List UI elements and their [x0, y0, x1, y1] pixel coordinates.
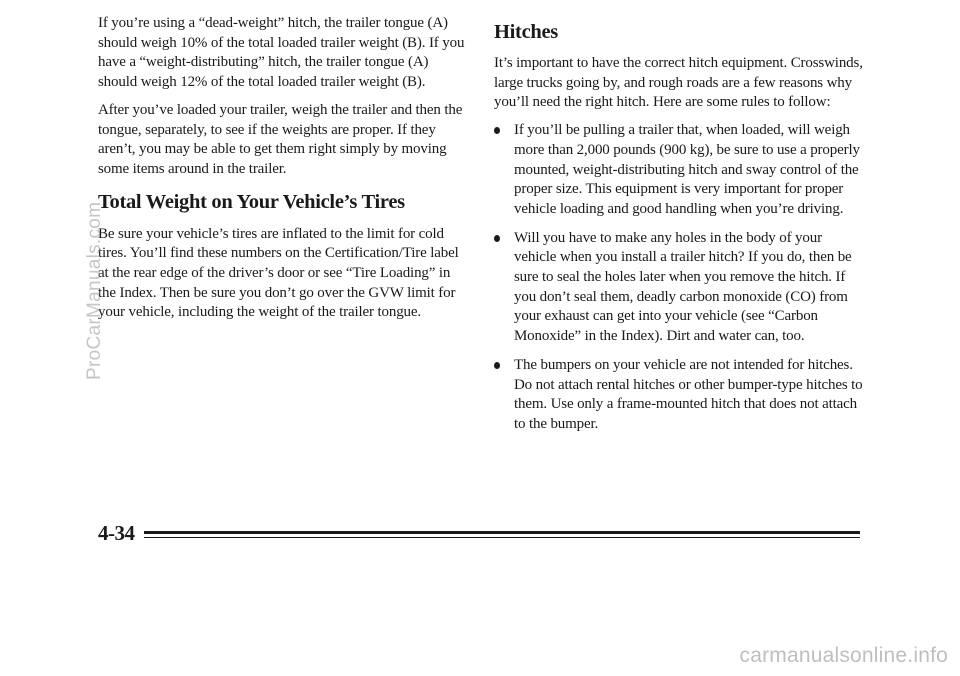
weighing-paragraph: After you’ve loaded your trailer, weigh the trailer and then the tongue, separately, to see if the weights are proper. If they aren’t, you may be able to get them right simply by moving some items around in the trailer. [98, 101, 463, 177]
right-column [494, 14, 866, 444]
hitches-intro-paragraph: It’s important to have the correct hitch equipment. Crosswinds, large trucks going by, and rough roads are a few reasons why you’ll need the right hitch. Here are some rules to follow: [494, 55, 863, 111]
site-watermark: carmanualsonline.info [739, 644, 948, 667]
bullet-icon [494, 362, 500, 369]
bullet-icon [494, 235, 500, 242]
page-number: 4-34 [98, 521, 135, 545]
list-item [494, 356, 866, 435]
list-item-text: The bumpers on your vehicle are not intended for hitches. Do not attach rental hitches or other bumper-type hitches to them. Use only a frame-mounted hitch that does not attach to the bumper. [514, 356, 863, 432]
list-item-text: If you’ll be pulling a trailer that, when loaded, will weigh more than 2,000 pounds (900 kg), be sure to use a properly mounted, weight-distributing hitch and sway control of the proper size. This equipment is very important for proper vehicle loading and good handling when you’re driving. [514, 122, 860, 217]
bullet-icon [494, 127, 500, 134]
footer-rule-thick [144, 531, 860, 534]
list-item [494, 229, 866, 347]
left-column [98, 14, 470, 323]
procarmanuals-watermark: ProCarManuals.com [84, 201, 105, 380]
list-item [494, 121, 866, 220]
list-item-text: Will you have to make any holes in the body of your vehicle when you install a trailer hitch? If you do, then be sure to seal the holes later when you remove the hitch. If you don’t seal them, deadly carbon monoxide (CO) from your exhaust can get into your vehicle (see “Carbon Monoxide” in the Index). Dirt and water can, too. [514, 229, 852, 345]
trailer-tongue-paragraph: If you’re using a “dead-weight” hitch, the trailer tongue (A) should weigh 10% of the total loaded trailer weight (B). If you have a “weight-distributing” hitch, the trailer tongue (A) should weigh 12% of the total loaded trailer weight (B). [98, 15, 465, 91]
footer-rule-thin [144, 537, 860, 538]
tire-weight-paragraph: Be sure your vehicle’s tires are inflated to the limit for cold tires. You’ll find these numbers on the Certification/Tire label at the rear edge of the driver’s door or see “Tire Loading” in the Index. Then be sure you don’t go over the GVW limit for your vehicle, including the weight of the trailer tongue. [98, 225, 459, 321]
page-footer [98, 520, 860, 550]
total-weight-heading: Total Weight on Your Vehicle’s Tires [98, 190, 405, 213]
hitch-rules-list [494, 121, 866, 435]
hitches-heading: Hitches [494, 21, 558, 43]
